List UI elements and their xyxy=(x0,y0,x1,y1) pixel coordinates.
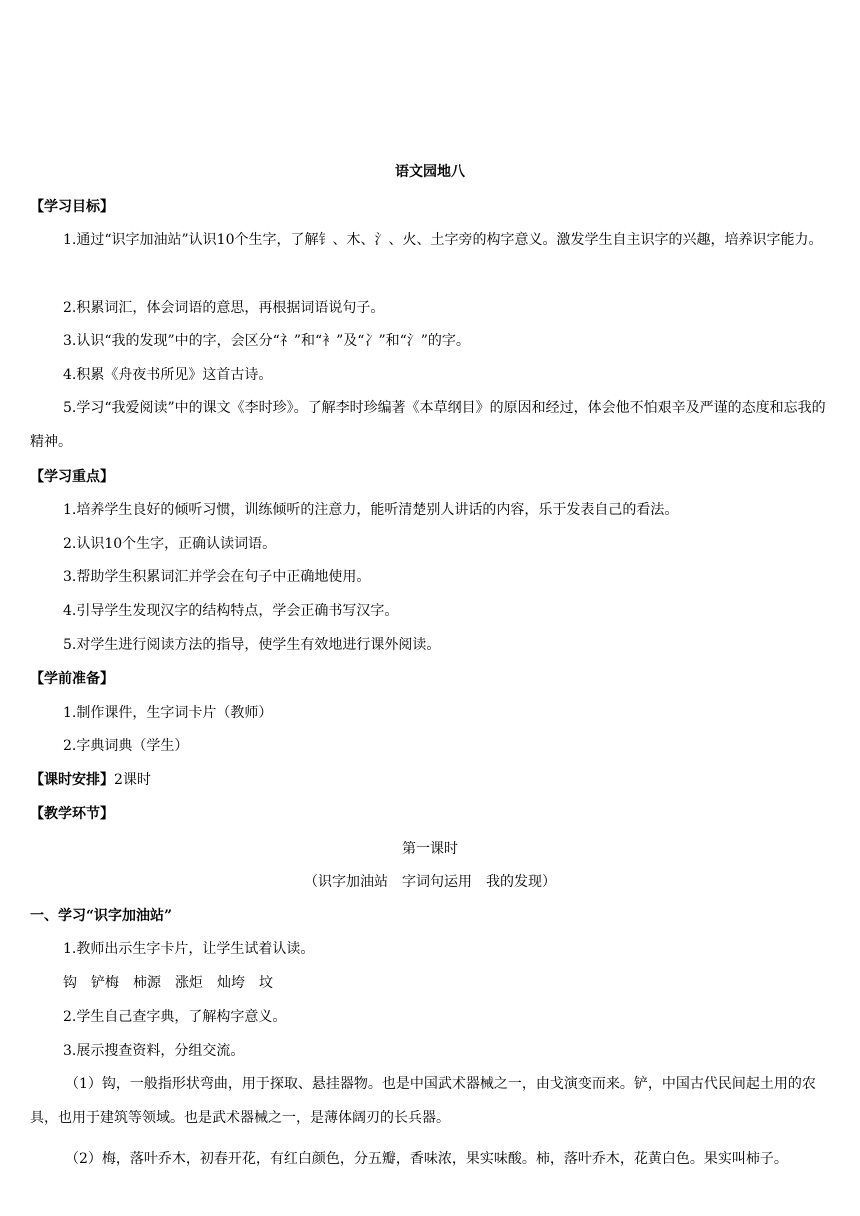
prep-item: 2.字典词典（学生） xyxy=(63,738,189,754)
character-group: 灿垮 xyxy=(217,975,245,991)
schedule-line xyxy=(30,770,860,790)
part1-item: 1.教师出示生字卡片，让学生试着认读。 xyxy=(63,941,315,957)
goal-item: 5.学习“我爱阅读”中的课文《李时珍》。了解李时珍编著《本草纲目》的原因和经过，体会他不怕艰辛及严谨的态度和忘我的精神。 xyxy=(30,400,826,450)
prep-heading: 【学前准备】 xyxy=(30,671,114,687)
schedule-value: 2课时 xyxy=(114,772,151,788)
focus-heading: 【学习重点】 xyxy=(30,469,114,485)
focus-item: 1.培养学生良好的倾听习惯，训练倾听的注意力，能听清楚别人讲话的内容，乐于发表自己的看法。 xyxy=(63,502,679,518)
lesson-subtitle: （识字加油站 字词句运用 我的发现） xyxy=(304,874,556,890)
goals-heading: 【学习目标】 xyxy=(30,199,114,215)
part1-item: 3.展示搜查资料，分组交流。 xyxy=(63,1043,245,1059)
lesson-title: 第一课时 xyxy=(402,841,458,857)
goal-item: 4.积累《舟夜书所见》这首古诗。 xyxy=(63,367,273,383)
part1-item: 2.学生自己查字典，了解构字意义。 xyxy=(63,1009,287,1025)
goal-item: 2.积累词汇，体会词语的意思，再根据词语说句子。 xyxy=(63,300,385,316)
character-group: 钩 xyxy=(63,975,77,991)
character-group: 涨炬 xyxy=(175,975,203,991)
prep-item: 1.制作课件，生字词卡片（教师） xyxy=(63,705,273,721)
schedule-heading: 【课时安排】 xyxy=(30,772,114,788)
character-list xyxy=(63,973,860,993)
steps-heading: 【教学环节】 xyxy=(30,806,114,822)
focus-item: 4.引导学生发现汉字的结构特点，学会正确书写汉字。 xyxy=(63,603,399,619)
focus-item: 5.对学生进行阅读方法的指导，使学生有效地进行课外阅读。 xyxy=(63,637,441,653)
goal-item: 1.通过“识字加油站”认识10个生字，了解钅、木、氵、火、土字旁的构字意义。激发学生自主识字的兴趣，培养识字能力。 xyxy=(63,232,823,248)
note-paragraph: （2）梅，落叶乔木，初春开花，有红白颜色，分五瓣，香味浓，果实味酸。柿，落叶乔木，花黄白色。果实叫柿子。 xyxy=(65,1151,788,1167)
document-title: 语文园地八 xyxy=(395,164,465,180)
character-group: 坟 xyxy=(259,975,273,991)
focus-item: 2.认识10个生字，正确认读词语。 xyxy=(63,536,277,552)
character-group: 柿源 xyxy=(133,975,161,991)
part1-heading: 一、学习“识字加油站” xyxy=(30,908,173,924)
note-paragraph: （1）钩，一般指形状弯曲，用于探取、悬挂器物。也是中国武术器械之一，由戈演变而来。铲，中国古代民间起土用的农具，也用于建筑等领域。也是武术器械之一，是薄体阔刃的长兵器。 xyxy=(30,1076,816,1126)
focus-item: 3.帮助学生积累词汇并学会在句子中正确地使用。 xyxy=(63,569,371,585)
character-group: 铲梅 xyxy=(91,975,119,991)
goal-item: 3.认识“我的发现”中的字，会区分“礻”和“衤”及“冫”和“氵”的字。 xyxy=(63,333,470,349)
